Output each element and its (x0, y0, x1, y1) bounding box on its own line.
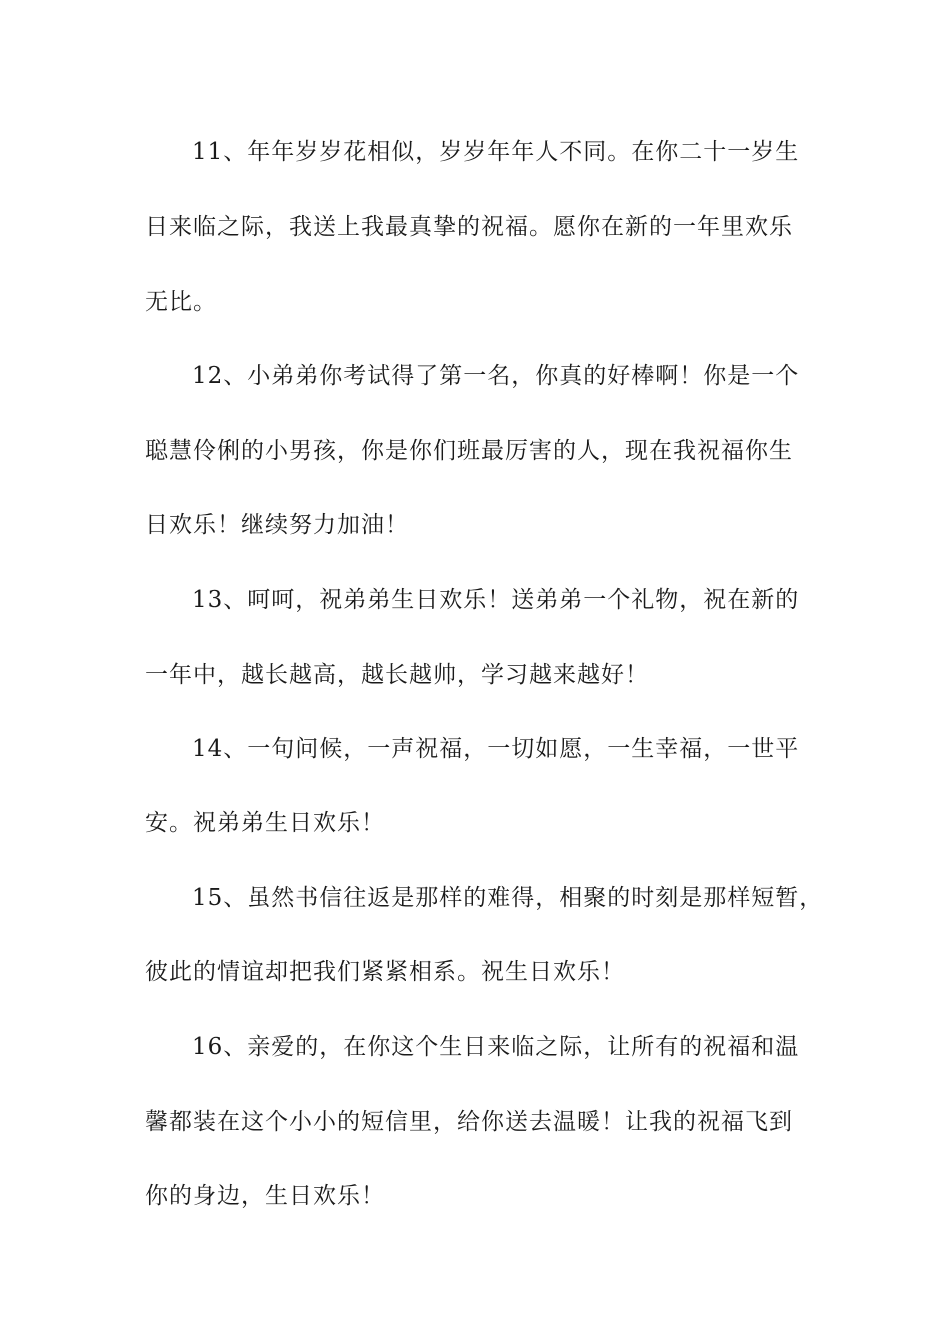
paragraph-15-line-1: 15、虽然书信往返是那样的难得，相聚的时刻是那样短暂， (192, 885, 824, 911)
paragraph-14-line-1: 14、一句问候，一声祝福，一切如愿，一生幸福，一世平 (192, 736, 800, 762)
paragraph-13-line-2: 一年中，越长越高，越长越帅，学习越来越好！ (145, 662, 649, 688)
paragraph-12-line-2: 聪慧伶俐的小男孩，你是你们班最厉害的人，现在我祝福你生 (145, 438, 793, 464)
paragraph-15-line-2: 彼此的情谊却把我们紧紧相系。祝生日欢乐！ (145, 959, 625, 985)
paragraph-11-line-1: 11、年年岁岁花相似，岁岁年年人不同。在你二十一岁生 (192, 139, 800, 165)
paragraph-11-line-2: 日来临之际，我送上我最真挚的祝福。愿你在新的一年里欢乐 (145, 214, 793, 240)
paragraph-16-line-3: 你的身边，生日欢乐！ (145, 1183, 385, 1209)
paragraph-12-line-3: 日欢乐！继续努力加油！ (145, 512, 409, 538)
paragraph-13-line-1: 13、呵呵，祝弟弟生日欢乐！送弟弟一个礼物，祝在新的 (192, 587, 800, 613)
paragraph-16-line-1: 16、亲爱的，在你这个生日来临之际，让所有的祝福和温 (192, 1034, 800, 1060)
paragraph-12-line-1: 12、小弟弟你考试得了第一名，你真的好棒啊！你是一个 (192, 363, 800, 389)
paragraph-16-line-2: 馨都装在这个小小的短信里，给你送去温暖！让我的祝福飞到 (145, 1109, 793, 1135)
paragraph-11-line-3: 无比。 (145, 289, 217, 315)
paragraph-14-line-2: 安。祝弟弟生日欢乐！ (145, 810, 385, 836)
